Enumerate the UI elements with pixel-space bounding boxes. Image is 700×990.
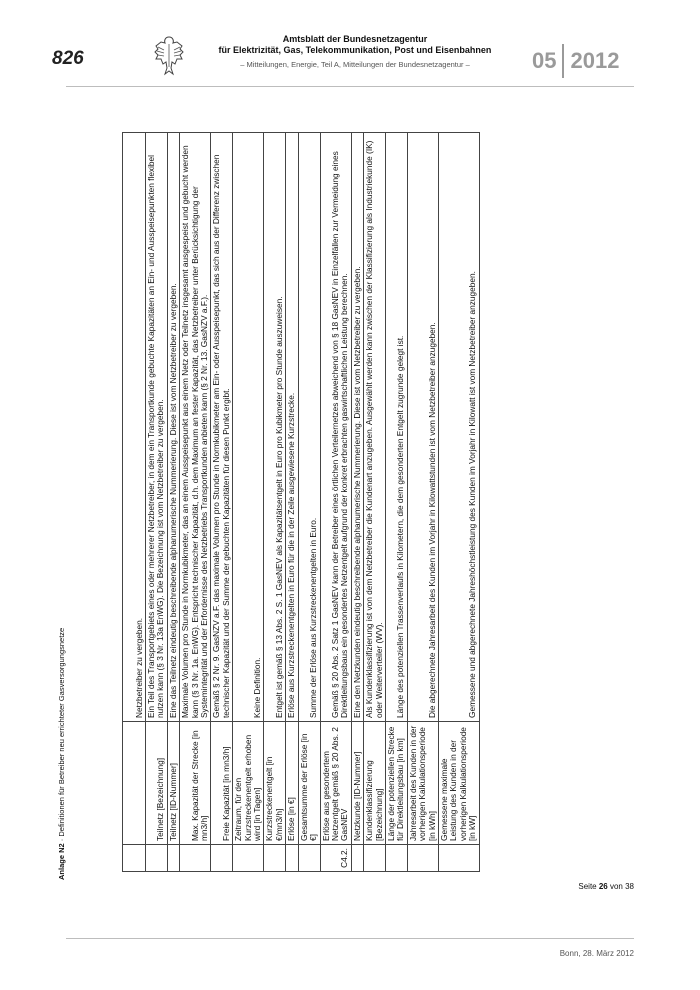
definition-cell: Entgelt ist gemäß § 13 Abs. 2 S. 1 GasNEV als Kapazitätsentgelt in Euro pro Kubikmeter pro Stunde auszuweisen. [264,133,286,722]
term-cell: Erlöse [in €] [286,722,298,845]
table-row [180,133,211,872]
definition-cell: Eine das Teilnetz eindeutig beschreibende alphanumerische Nummerierung. Diese ist vom Netzbetreiber zu vergeben. [167,133,179,722]
table-row [320,133,351,872]
section-cell [407,845,438,872]
definition-cell: Maximale Volumen pro Stunde in Normkubikmeter, das an einem Ausspeisepunkt aus einem Netz oder Teilnetz insgesamt ausgespeist und gebucht werden kann (§ 3 Nr. 1a. EnWG). Entspricht technischer Kapazität, d.h. dem Maximum an fester Kapazität, das Netzbetreiber unter Berücksichtigung der Systemintegrität und der Erfordernisse des Netzbetriebs Transportkunden anbieten kann (§ 2 Nr. 13. GasNZV a.F.). [180,133,211,722]
section-cell: C4.2. [320,845,351,872]
section-cell [438,845,479,872]
page-reference: Seite 26 von 38 [578,882,634,891]
definition-cell: Gemäß § 20 Abs. 2 Satz 1 GasNEV kann der Betreiber eines örtlichen Verteilernetzes abweichend von § 18 GasNEV in Einzelfällen zur Vermeidung eines Direktleitungsbaus ein gesondertes Netzentgelt aufgrund der konkret erbrachten gaswirtschaftlichen Leistung berechnen. [320,133,351,722]
term-cell: Zeitraum, für den Kurzstreckenentgelt erhoben wird [in Tagen] [233,722,264,845]
footer-divider [66,938,634,939]
section-cell [364,845,386,872]
section-cell [167,845,179,872]
definition-cell: Gemäß § 2 Nr. 9. GasNZV a.F. das maximale Volumen pro Stunde in Normkubikmeter am Ein- oder Ausspeisepunkt, das sich aus der Differenz zwischen technischer Kapazität und der Summe der gebuchten Kapazitäten für diesen Punkt ergibt. [211,133,233,722]
table-row [385,133,407,872]
gazette-title: Amtsblatt der Bundesnetzagentur für Elektrizität, Gas, Telekommunikation, Post und Eisenbahnen [218,34,492,55]
term-cell: Teilnetz [Bezeichnung] [146,722,168,845]
table-row [233,133,264,872]
term-cell: Erlöse aus gesondertem Netzentgelt gemäß § 20 Abs. 2 GasNEV [320,722,351,845]
term-cell [123,722,146,845]
definitions-table [122,132,480,872]
table-row [146,133,168,872]
page-number: 826 [52,48,84,69]
section-cell [264,845,286,872]
table-row [298,133,320,872]
table-row [351,133,363,872]
table-row [123,133,146,872]
term-cell: Netzkunde [ID-Nummer] [351,722,363,845]
issue-number: 05 2012 [532,44,619,78]
table-row [286,133,298,872]
definition-cell: Als Kundenklassifizierung ist von dem Netzbetreiber die Kundenart anzugeben. Ausgewählt werden kann zwischen der Klassifizierung als Industriekunde (IK) oder Weiterverteiler (WV). [364,133,386,722]
footer-place-date: Bonn, 28. März 2012 [559,949,634,958]
term-cell: Teilnetz [ID-Nummer] [167,722,179,845]
definition-cell: Keine Definition. [233,133,264,722]
definition-cell: Die abgerechnete Jahresarbeit des Kunden im Vorjahr in Kilowattstunden ist vom Netzbetreiber anzugeben. [407,133,438,722]
section-cell [351,845,363,872]
term-cell: Gesamtsumme der Erlöse [in €] [298,722,320,845]
section-cell [286,845,298,872]
term-cell: Max. Kapazität der Strecke [in mn3/h] [180,722,211,845]
section-cell [123,845,146,872]
term-cell: Kundenklassifizierung [Bezeichnung] [364,722,386,845]
header-divider [66,86,634,87]
definition-cell: Ein Teil des Transportgebiets eines oder mehrerer Netzbetreiber, in dem ein Transportkunde gebuchte Kapazitäten an Ein- und Ausspeisepunkten flexibel nutzen kann (§ 3 Nr. 13a EnWG). Die Bezeichnung ist vom Netzbetreiber zu vergeben. [146,133,168,722]
definition-cell: Erlöse aus Kurzstreckenentgelten in Euro für die in der Zeile ausgewiesene Kurzstrecke. [286,133,298,722]
section-cell [233,845,264,872]
table-row [364,133,386,872]
section-cell [146,845,168,872]
definition-cell: Eine den Netzkunden eindeutig beschreibende alphanumerische Nummerierung. Diese ist vom Netzbetreiber zu vergeben. [351,133,363,722]
table-row [438,133,479,872]
term-cell: Kurzstreckenentgelt [in €/mn3/h] [264,722,286,845]
table-row [264,133,286,872]
definition-cell: Summe der Erlöse aus Kurzstreckenentgelten in Euro. [298,133,320,722]
section-cell [298,845,320,872]
table-row [167,133,179,872]
definition-cell: Gemessene und abgerechnete Jahreshöchstleistung des Kunden im Vorjahr in Kilowatt ist vom Netzbetreiber anzugeben. [438,133,479,722]
term-cell: Gemessene maximale Leistung des Kunden in der vorherigen Kalkulationsperiode [in kW] [438,722,479,845]
federal-eagle-logo [152,34,186,78]
definitions-table-wrapper [122,132,586,872]
gazette-subtitle: – Mitteilungen, Energie, Teil A, Mitteilungen der Bundesnetzagentur – [240,60,470,69]
section-cell [211,845,233,872]
term-cell: Jahresarbeit des Kunden in der vorherigen Kalkulationsperiode [in kWh] [407,722,438,845]
table-row [211,133,233,872]
section-cell [385,845,407,872]
annex-caption: Anlage N2 · Definitionen für Betreiber neu errichteter Gasversorgungsnetze [57,627,66,880]
definition-cell: Länge des potenziellen Trassenverlaufs in Kilometern, die dem gesonderten Entgelt zugrunde gelegt ist. [385,133,407,722]
table-row [407,133,438,872]
term-cell: Länge der potenziellen Strecke für Direktleitungsbau [in km] [385,722,407,845]
definition-cell: Netzbetreiber zu vergeben. [123,133,146,722]
term-cell: Freie Kapazität [in mn3/h] [211,722,233,845]
section-cell [180,845,211,872]
